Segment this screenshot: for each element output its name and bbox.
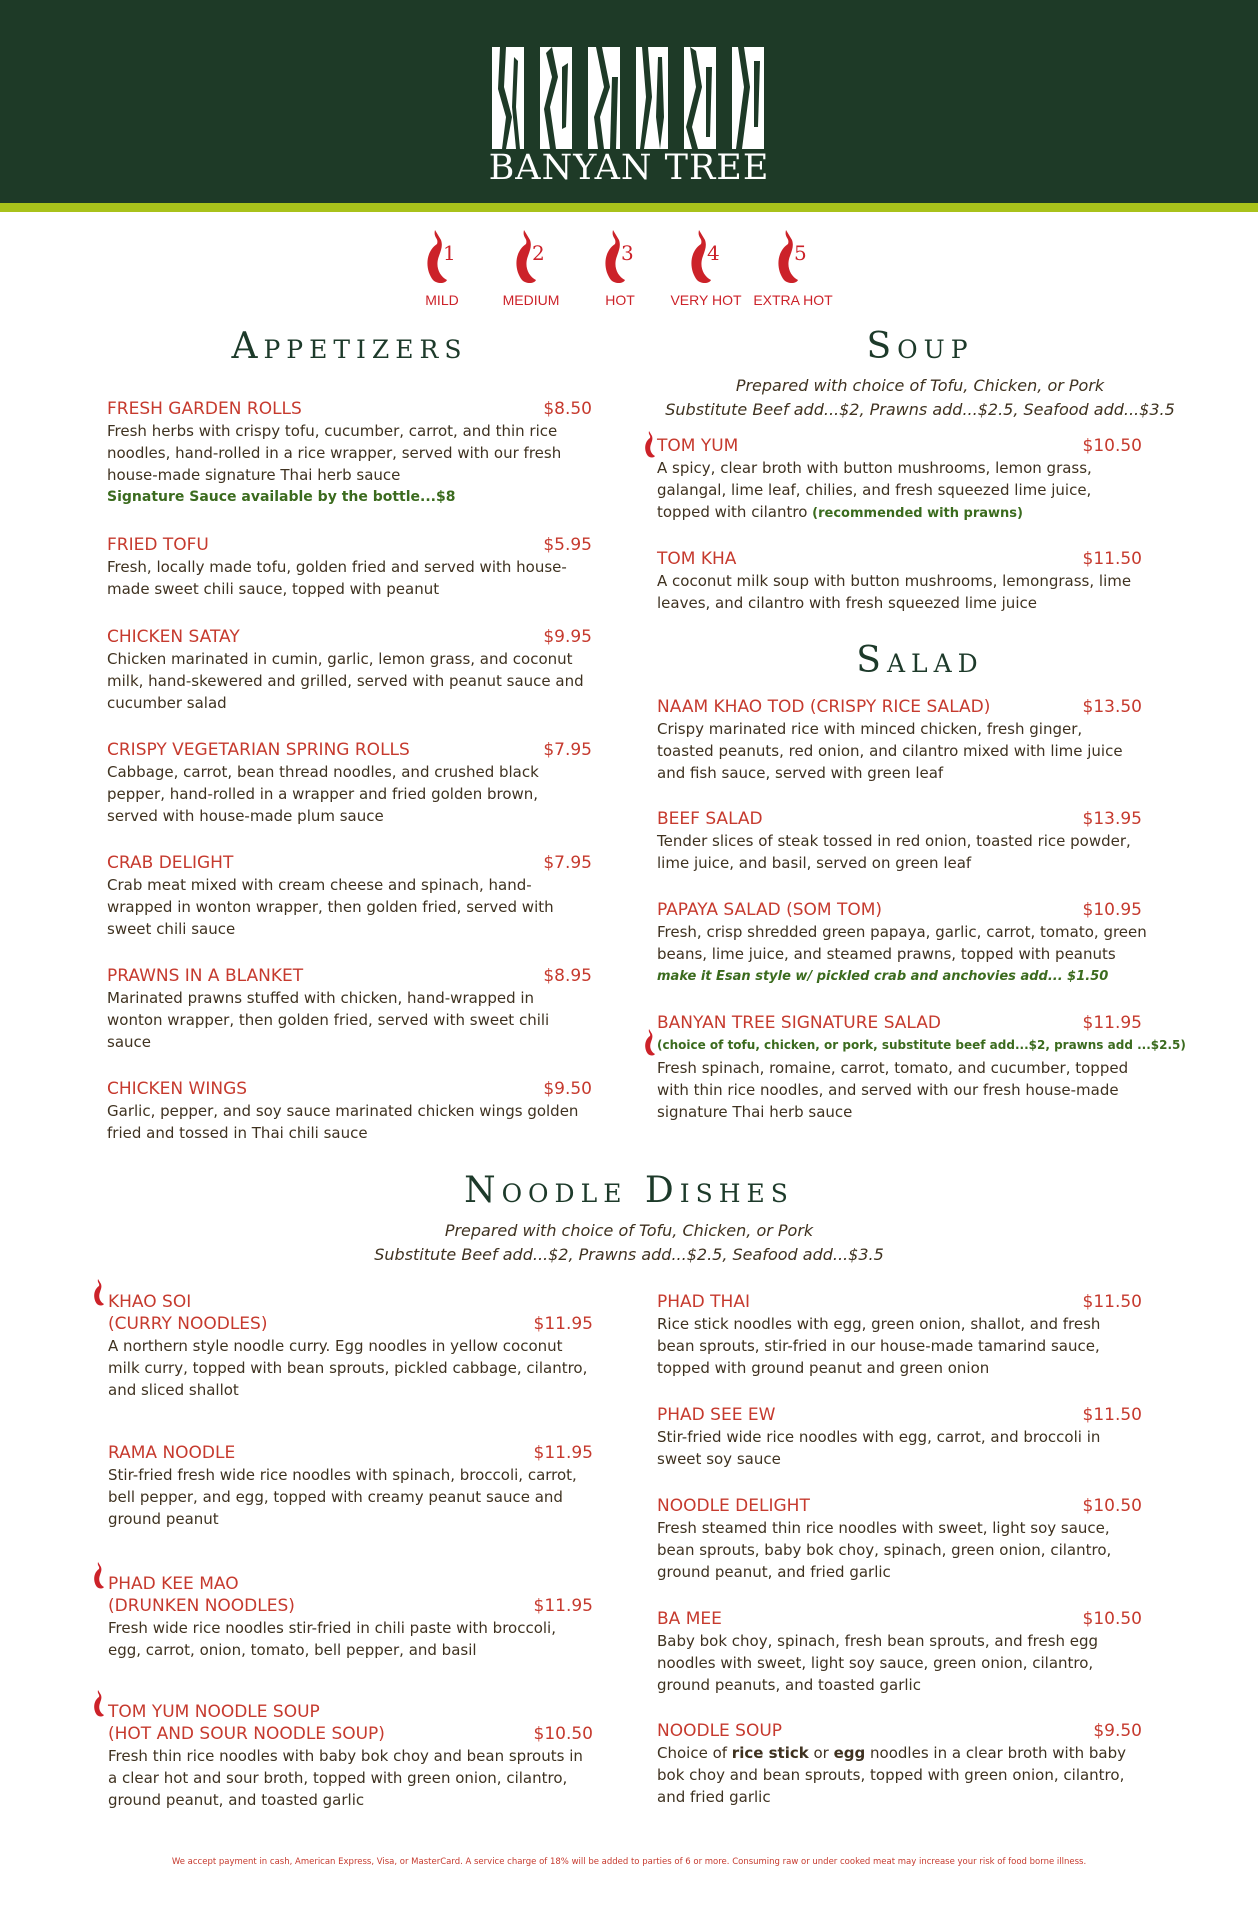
- soup-title: Soup: [866, 326, 974, 367]
- item-name: PHAD KEE MAO: [108, 1574, 239, 1594]
- chili-pepper-icon: [419, 230, 465, 286]
- item-description: Garlic, pepper, and soy sauce marinated chicken wings golden fried and tossed in Thai chili sauce: [107, 1102, 579, 1142]
- item-name: KHAO SOI: [108, 1292, 192, 1312]
- chili-pepper-icon: [90, 1562, 108, 1590]
- chili-pepper-icon: [597, 230, 643, 286]
- banyan-tree-logo-icon: [492, 47, 767, 149]
- desc-part: Choice of: [657, 1744, 732, 1762]
- item-price: $7.95: [543, 853, 592, 873]
- heat-level-3: [575, 230, 665, 308]
- item-name: CRISPY VEGETARIAN SPRING ROLLS: [107, 740, 410, 760]
- item-description: Cabbage, carrot, bean thread noodles, and crushed black pepper, hand-rolled in a wrapper and fried golden brown, served with house-made plum sauce: [107, 763, 539, 825]
- noodle-dishes-title: Noodle Dishes: [464, 1170, 794, 1211]
- item-description: [657, 457, 1142, 525]
- item-description: Fresh wide rice noodles stir-fried in chili paste with broccoli, egg, carrot, onion, tomato, bell pepper, and basil: [108, 1619, 556, 1659]
- soup-note-line-1: Prepared with choice of Tofu, Chicken, or Pork: [735, 376, 1105, 395]
- item-description: Baby bok choy, spinach, fresh bean sprouts, and fresh egg noodles with sweet, light soy sauce, green onion, cilantro, ground peanuts, and toasted garlic: [657, 1632, 1099, 1694]
- item-description: Fresh steamed thin rice noodles with sweet, light soy sauce, bean sprouts, baby bok choy, spinach, green onion, cilantro, ground peanut, and fried garlic: [657, 1519, 1112, 1581]
- item-price: $9.50: [543, 1079, 592, 1099]
- chili-pepper-icon: [683, 230, 729, 286]
- item-description: [657, 1742, 1142, 1808]
- heat-label: MILD: [425, 292, 459, 308]
- item-name: BA MEE: [657, 1609, 722, 1629]
- item-description: Fresh, locally made tofu, golden fried and served with house-made sweet chili sauce, topped with peanut: [107, 558, 567, 598]
- noodles-note-line-2: Substitute Beef add...$2, Prawns add...$2.5, Seafood add...$3.5: [374, 1245, 884, 1264]
- appetizers-title: Appetizers: [231, 326, 468, 367]
- item-price: $10.50: [1082, 1609, 1142, 1629]
- item-choice-note: (choice of tofu, chicken, or pork, substitute beef add...$2, prawns add ...$2.5): [657, 1038, 1186, 1052]
- item-name: BANYAN TREE SIGNATURE SALAD: [657, 1013, 942, 1033]
- item-price: $11.95: [1082, 1013, 1142, 1033]
- item-price: $11.50: [1082, 1292, 1142, 1312]
- item-description: A northern style noodle curry. Egg noodles in yellow coconut milk curry, topped with bean sprouts, pickled cabbage, cilantro, and sliced shallot: [108, 1337, 588, 1399]
- item-description: A coconut milk soup with button mushrooms, lemongrass, lime leaves, and cilantro with fresh squeezed lime juice: [657, 572, 1132, 612]
- item-description: Fresh spinach, romaine, carrot, tomato, and cucumber, topped with thin rice noodles, and served with our fresh house-made signature Thai herb sauce: [657, 1059, 1129, 1121]
- item-price: $11.50: [1082, 1405, 1142, 1425]
- item-price: $8.50: [543, 399, 592, 419]
- item-price: $11.95: [533, 1596, 593, 1616]
- item-description: Marinated prawns stuffed with chicken, hand-wrapped in wonton wrapper, then golden fried, served with sweet chili sauce: [107, 989, 550, 1051]
- item-name: PAPAYA SALAD (SOM TOM): [657, 900, 883, 920]
- svg-text:2: 2: [532, 241, 545, 265]
- item-name: CHICKEN WINGS: [107, 1079, 248, 1099]
- desc-emphasis: egg: [833, 1744, 866, 1762]
- chili-pepper-icon: [90, 1279, 108, 1307]
- item-name-subtitle: (HOT AND SOUR NOODLE SOUP): [108, 1724, 385, 1744]
- item-description: Chicken marinated in cumin, garlic, lemon grass, and coconut milk, hand-skewered and grilled, served with peanut sauce and cucumber salad: [107, 650, 584, 712]
- desc-part: or: [808, 1744, 834, 1762]
- item-name-subtitle: (CURRY NOODLES): [108, 1314, 268, 1334]
- heat-label: EXTRA HOT: [753, 292, 833, 308]
- item-description: Rice stick noodles with egg, green onion, shallot, and fresh bean sprouts, stir-fried in our house-made tamarind sauce, topped with ground peanut and green onion: [657, 1315, 1101, 1377]
- item-name: CHICKEN SATAY: [107, 627, 240, 647]
- chili-pepper-icon: [90, 1690, 108, 1718]
- item-price: $10.50: [533, 1724, 593, 1744]
- heat-level-4: [661, 230, 751, 308]
- item-name: NOODLE SOUP: [657, 1721, 783, 1741]
- item-description: Fresh herbs with crispy tofu, cucumber, carrot, and thin rice noodles, hand-rolled in a rice wrapper, served with our fresh house-made signature Thai herb sauce: [107, 422, 562, 484]
- accent-stripe: [0, 203, 1258, 212]
- item-description-text: A spicy, clear broth with button mushrooms, lemon grass, galangal, lime leaf, chilies, and fresh squeezed lime juice, topped with cilantro: [657, 459, 1092, 521]
- item-price: $11.95: [533, 1314, 593, 1334]
- heat-level-5: [748, 230, 838, 308]
- desc-part: noodles in a clear broth with baby bok choy and bean sprouts, topped with green onion, cilantro, and fried garlic: [657, 1744, 1126, 1806]
- item-description: Fresh, crisp shredded green papaya, garlic, carrot, tomato, green beans, lime juice, and steamed prawns, topped with peanuts: [657, 923, 1147, 963]
- item-price: $9.50: [1093, 1721, 1142, 1741]
- svg-text:3: 3: [621, 241, 634, 265]
- brand-name: BANYAN TREE: [488, 148, 770, 188]
- item-price: $8.95: [543, 966, 592, 986]
- item-name-subtitle: (DRUNKEN NOODLES): [108, 1596, 295, 1616]
- item-description: Stir-fried wide rice noodles with egg, carrot, and broccoli in sweet soy sauce: [657, 1428, 1101, 1468]
- item-name: PHAD SEE EW: [657, 1405, 776, 1425]
- soup-note-line-2: Substitute Beef add...$2, Prawns add...$2.5, Seafood add...$3.5: [665, 400, 1175, 419]
- noodles-note: [300, 1219, 958, 1267]
- chili-pepper-icon: [508, 230, 554, 286]
- item-price: $11.50: [1082, 549, 1142, 569]
- desc-emphasis: rice stick: [731, 1744, 809, 1762]
- heat-label: MEDIUM: [502, 292, 560, 308]
- item-price: $13.50: [1082, 697, 1142, 717]
- item-recommendation: (recommended with prawns): [812, 506, 1023, 521]
- item-name: BEEF SALAD: [657, 809, 763, 829]
- svg-text:1: 1: [443, 241, 456, 265]
- item-name: NAAM KHAO TOD (CRISPY RICE SALAD): [657, 697, 991, 717]
- svg-text:4: 4: [707, 241, 720, 265]
- soup-note: [640, 374, 1200, 422]
- item-note: make it Esan style w/ pickled crab and anchovies add... $1.50: [657, 969, 1109, 984]
- heat-label: VERY HOT: [670, 292, 742, 308]
- heat-level-2: [486, 230, 576, 308]
- chili-pepper-icon: [770, 230, 816, 286]
- item-name: FRESH GARDEN ROLLS: [107, 399, 302, 419]
- item-description: Crab meat mixed with cream cheese and spinach, hand-wrapped in wonton wrapper, then golden fried, served with sweet chili sauce: [107, 876, 554, 938]
- item-price: $10.50: [1082, 436, 1142, 456]
- svg-text:5: 5: [794, 241, 807, 265]
- item-price: $7.95: [543, 740, 592, 760]
- item-note: Signature Sauce available by the bottle...$8: [107, 489, 456, 505]
- item-name: RAMA NOODLE: [108, 1443, 236, 1463]
- item-description: Tender slices of steak tossed in red onion, toasted rice powder, lime juice, and basil, served on green leaf: [657, 832, 1131, 872]
- item-price: $9.95: [543, 627, 592, 647]
- heat-label: HOT: [605, 292, 635, 308]
- item-description: Stir-fried fresh wide rice noodles with spinach, broccoli, carrot, bell pepper, and egg, topped with creamy peanut sauce and ground peanut: [108, 1466, 577, 1528]
- item-price: $13.95: [1082, 809, 1142, 829]
- item-name: CRAB DELIGHT: [107, 853, 234, 873]
- footer-disclaimer: We accept payment in cash, American Express, Visa, or MasterCard. A service charge of 18% will be added to parties of 6 or more. Consuming raw or under cooked meat may increase your risk of food borne illness.: [171, 1857, 1087, 1867]
- item-name: PRAWNS IN A BLANKET: [107, 966, 304, 986]
- item-description: Fresh thin rice noodles with baby bok choy and bean sprouts in a clear hot and sour broth, topped with green onion, cilantro, ground peanut, and toasted garlic: [108, 1747, 583, 1809]
- item-price: $5.95: [543, 535, 592, 555]
- item-name: TOM KHA: [657, 549, 737, 569]
- noodles-note-line-1: Prepared with choice of Tofu, Chicken, or Pork: [444, 1221, 814, 1240]
- item-name: PHAD THAI: [657, 1292, 750, 1312]
- item-price: $11.95: [533, 1443, 593, 1463]
- item-price: $10.95: [1082, 900, 1142, 920]
- item-name: FRIED TOFU: [107, 535, 209, 555]
- heat-level-1: [397, 230, 487, 308]
- header-banner: [0, 0, 1258, 203]
- item-description: Crispy marinated rice with minced chicken, fresh ginger, toasted peanuts, red onion, and cilantro mixed with lime juice and fish sauce, served with green leaf: [657, 720, 1123, 782]
- item-price: $10.50: [1082, 1496, 1142, 1516]
- salad-title: Salad: [856, 640, 984, 681]
- item-name: TOM YUM NOODLE SOUP: [108, 1702, 320, 1722]
- item-name: NOODLE DELIGHT: [657, 1496, 810, 1516]
- item-name: TOM YUM: [657, 436, 739, 456]
